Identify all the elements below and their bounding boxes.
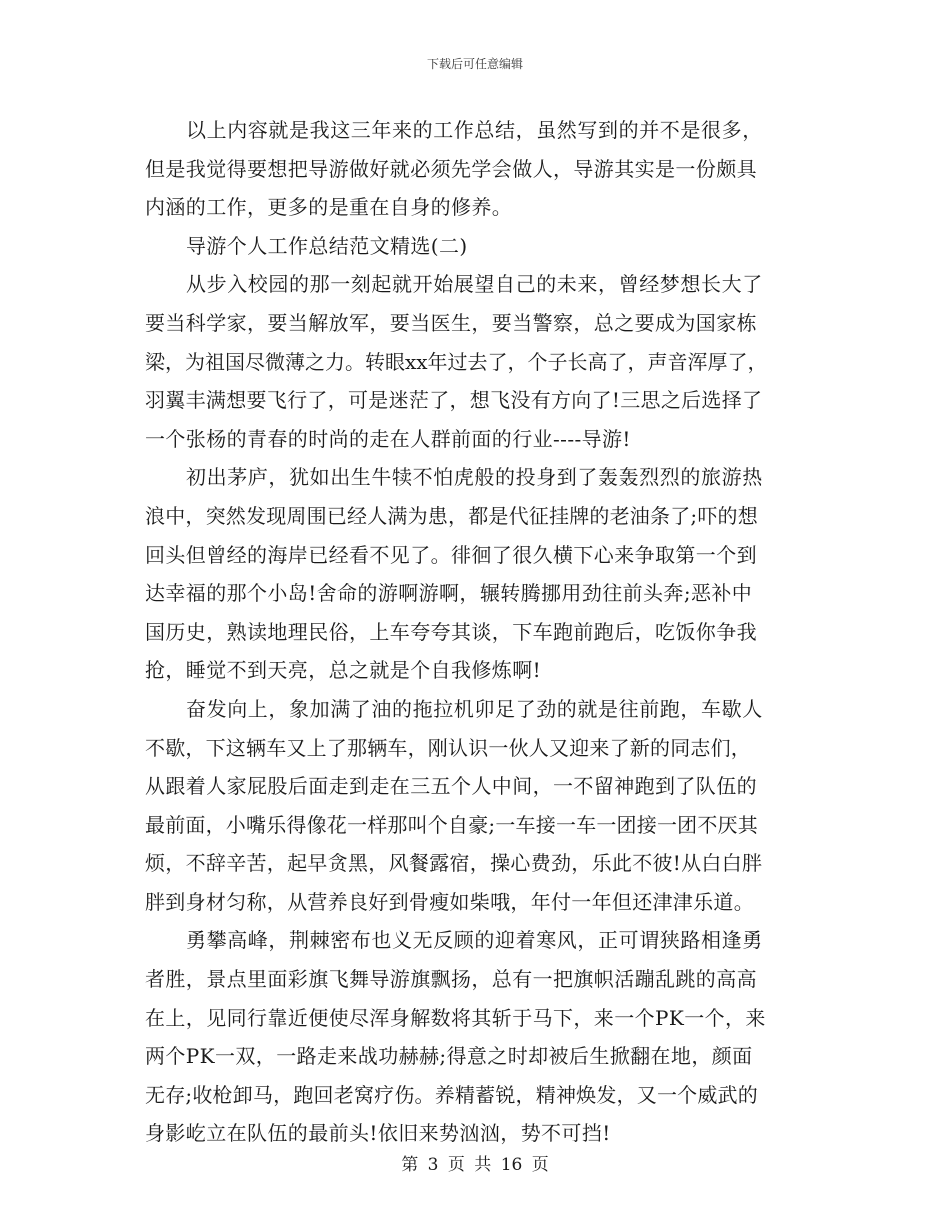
text-line: 内涵的工作，更多的是重在自身的修养。 xyxy=(145,195,513,220)
document-body xyxy=(145,111,813,1153)
text-line: 者胜，景点里面彩旗飞舞导游旗飘扬，总有一把旗帜活蹦乱跳的高高 xyxy=(145,967,757,992)
text-line: 达幸福的那个小岛!舍命的游啊游啊，辗转腾挪用劲往前头奔;恶补中 xyxy=(145,581,753,606)
text-line: 梁，为祖国尽微薄之力。转眼xx年过去了，个子长高了，声音浑厚了， xyxy=(145,349,768,374)
text-line: 抢，睡觉不到天亮，总之就是个自我修炼啊! xyxy=(145,658,542,683)
page-header: 下载后可任意编辑 xyxy=(426,57,523,71)
text-line: 烦，不辞辛苦，起早贪黑，风餐露宿，操心费劲，乐此不彼!从白白胖 xyxy=(145,851,763,876)
text-line: 浪中，突然发现周围已经人满为患，都是代征挂牌的老油条了;吓的想 xyxy=(145,503,758,528)
text-line: 胖到身材匀称，从营养良好到骨瘦如柴哦，年付一年但还津津乐道。 xyxy=(145,889,754,914)
page-footer: 第 3 页 共 16 页 xyxy=(401,1155,549,1175)
text-line: 不歇，下这辆车又上了那辆车，刚认识一伙人又迎来了新的同志们， xyxy=(145,735,751,760)
text-line: 要当科学家，要当解放军，要当医生，要当警察，总之要成为国家栋 xyxy=(145,310,757,335)
text-line: 国历史，熟读地理民俗，上车夸夸其谈，下车跑前跑后，吃饭你争我 xyxy=(145,619,757,644)
text-line: 勇攀高峰，荆棘密布也义无反顾的迎着寒风，正可谓狭路相逢勇 xyxy=(186,928,763,953)
text-line: 从跟着人家屁股后面走到走在三五个人中间，一不留神跑到了队伍的 xyxy=(145,774,757,799)
text-line: 但是我觉得要想把导游做好就必须先学会做人，导游其实是一份颇具 xyxy=(145,156,757,181)
text-line: 身影屹立在队伍的最前头!依旧来势汹汹，势不可挡! xyxy=(145,1121,611,1146)
text-line: 一个张杨的青春的时尚的走在人群前面的行业----导游! xyxy=(145,426,631,451)
text-line: 回头但曾经的海岸已经看不见了。徘徊了很久横下心来争取第一个到 xyxy=(145,542,757,567)
text-line: 从步入校园的那一刻起就开始展望自己的未来，曾经梦想长大了 xyxy=(186,272,763,297)
text-line: 以上内容就是我这三年来的工作总结，虽然写到的并不是很多， xyxy=(186,118,763,142)
text-line: 无存;收枪卸马，跑回老窝疗伤。养精蓄锐，精神焕发，又一个威武的 xyxy=(145,1082,758,1107)
text-line: 最前面，小嘴乐得像花一样那叫个自豪;一车接一车一团接一团不厌其 xyxy=(145,812,758,837)
text-line: 两个PK一双，一路走来战功赫赫;得意之时却被后生掀翻在地，颜面 xyxy=(145,1044,753,1069)
text-line: 奋发向上，象加满了油的拖拉机卯足了劲的就是往前跑，车歇人 xyxy=(186,696,763,721)
text-line: 在上，见同行靠近便使尽浑身解数将其斩于马下，来一个PK一个，来 xyxy=(145,1005,766,1030)
text-line: 初出茅庐，犹如出生牛犊不怕虎般的投身到了轰轰烈烈的旅游热 xyxy=(186,465,763,490)
section-heading: 导游个人工作总结范文精选(二) xyxy=(186,233,468,258)
text-line: 羽翼丰满想要飞行了，可是迷茫了，想飞没有方向了!三思之后选择了 xyxy=(145,388,763,413)
